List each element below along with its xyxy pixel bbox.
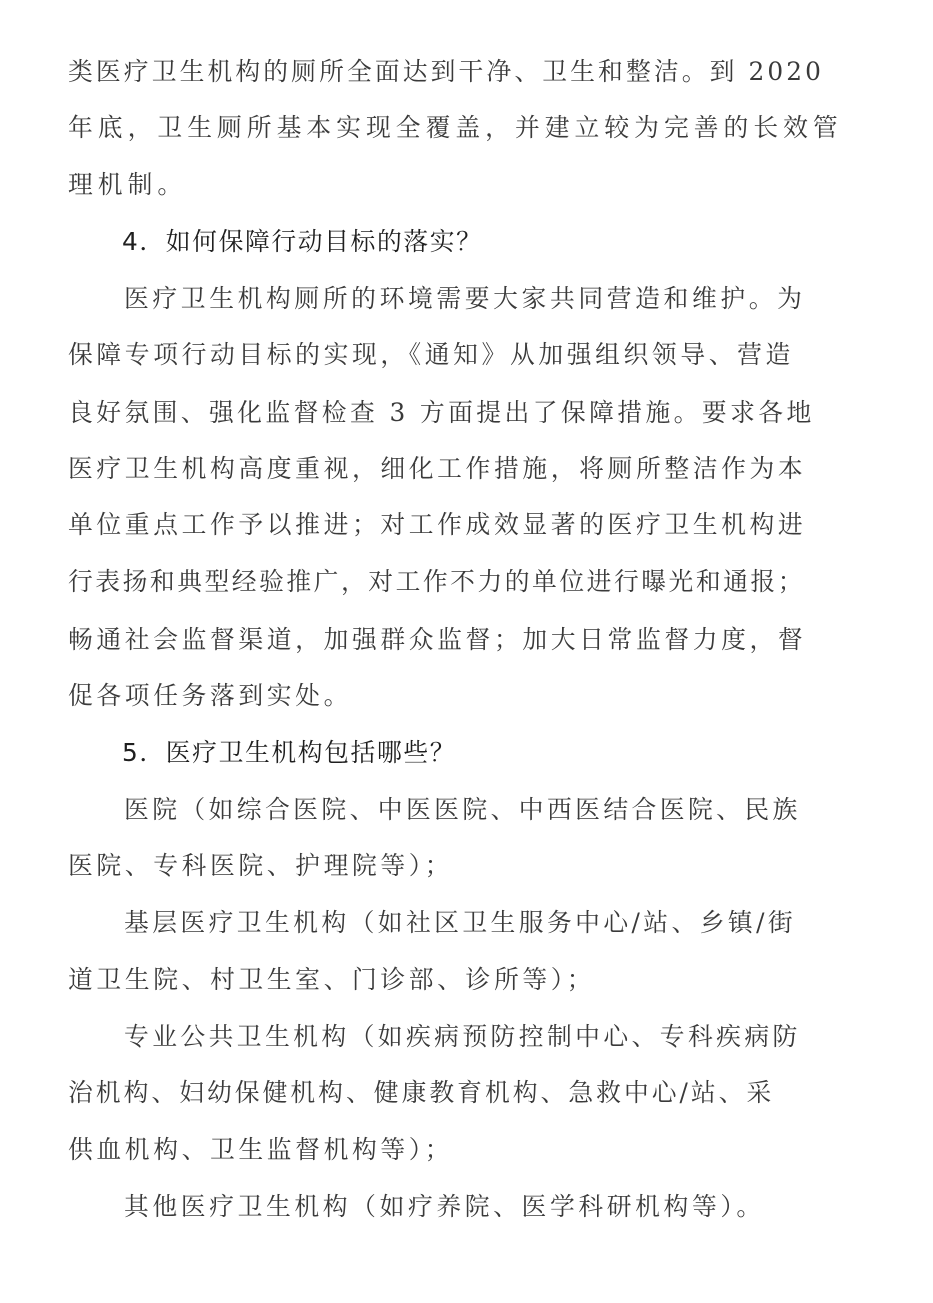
paragraph-line: 其他医疗卫生机构（如疗养院、医学科研机构等）。 [124,1192,765,1221]
paragraph-line: 良好氛围、强化监督检查 3 方面提出了保障措施。要求各地 [68,398,815,427]
paragraph-line: 医疗卫生机构高度重视，细化工作措施，将厕所整洁作为本 [68,454,807,483]
paragraph-line: 年底，卫生厕所基本实现全覆盖，并建立较为完善的长效管 [68,113,843,142]
paragraph-line: 畅通社会监督渠道，加强群众监督；加大日常监督力度，督 [68,625,807,654]
paragraph-line: 单位重点工作予以推进；对工作成效显著的医疗卫生机构进 [68,510,807,539]
paragraph-line: 供血机构、卫生监督机构等）； [68,1135,454,1164]
paragraph-line: 行表扬和典型经验推广，对工作不力的单位进行曝光和通报； [68,567,806,596]
paragraph-line: 促各项任务落到实处。 [68,681,352,710]
paragraph-line: 基层医疗卫生机构（如社区卫生服务中心/站、乡镇/街 [124,908,797,937]
section-heading-5: 5．医疗卫生机构包括哪些？ [122,738,457,767]
paragraph-line: 治机构、妇幼保健机构、健康教育机构、急救中心/站、采 [68,1078,775,1107]
paragraph-line: 医院、专科医院、护理院等）； [68,851,454,880]
paragraph-line: 道卫生院、村卫生室、门诊部、诊所等）； [68,965,596,994]
paragraph-line: 医疗卫生机构厕所的环境需要大家共同营造和维护。为 [124,284,806,313]
paragraph-line: 理机制。 [68,170,188,199]
paragraph-line: 类医疗卫生机构的厕所全面达到干净、卫生和整洁。到 2020 [68,57,825,86]
paragraph-line: 专业公共卫生机构（如疾病预防控制中心、专科疾病防 [124,1022,801,1051]
section-heading-4: 4．如何保障行动目标的落实？ [122,227,483,256]
paragraph-line: 保障专项行动目标的实现，《通知》从加强组织领导、营造 [68,340,794,369]
paragraph-line: 医院（如综合医院、中医医院、中西医结合医院、民族 [124,795,801,824]
